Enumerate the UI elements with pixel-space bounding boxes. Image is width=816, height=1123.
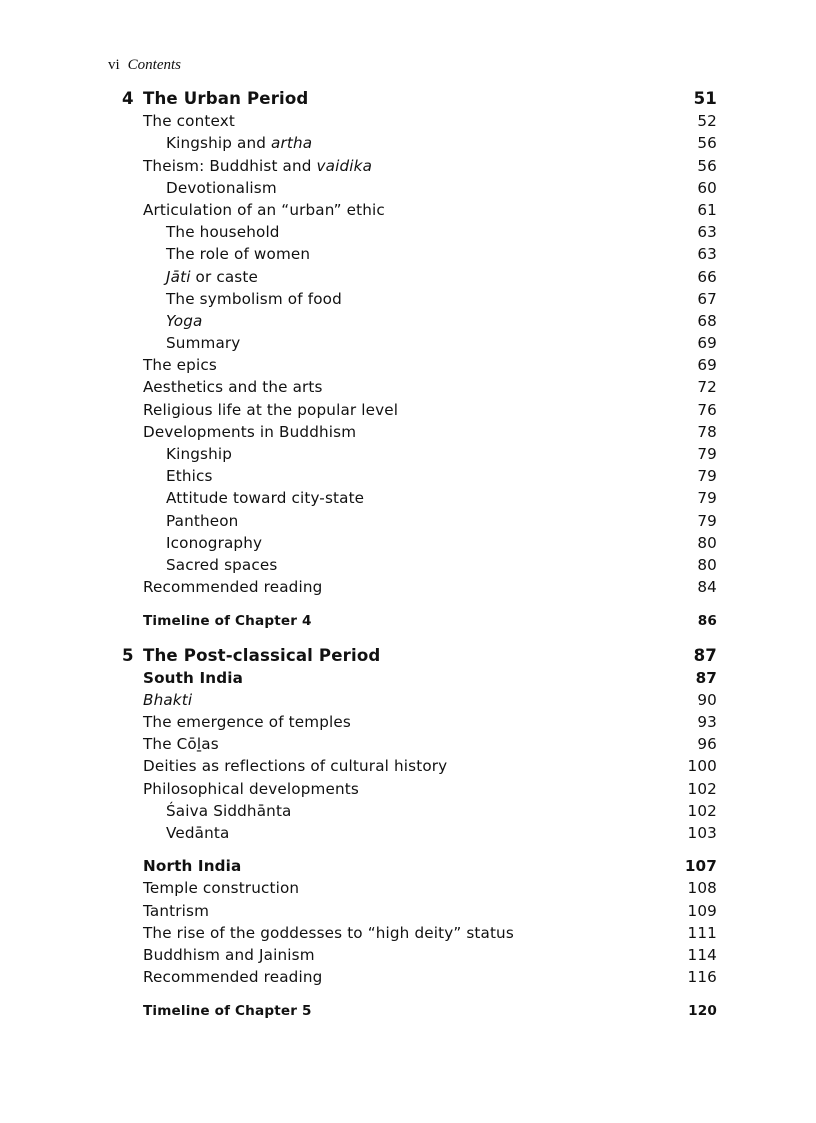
entry-label: Temple construction xyxy=(143,879,300,898)
entry-page: 96 xyxy=(697,735,717,754)
toc-entry[interactable] xyxy=(0,900,816,922)
chapter-page: 51 xyxy=(693,89,717,108)
chapter-number: 4 xyxy=(122,89,134,108)
running-head xyxy=(108,57,181,74)
entry-label: Pantheon xyxy=(166,511,239,530)
entry-page: 72 xyxy=(697,378,717,397)
toc-entry[interactable] xyxy=(0,877,816,899)
toc-entry[interactable] xyxy=(0,733,816,755)
chapter-5-heading[interactable] xyxy=(0,645,816,667)
entry-page: 111 xyxy=(687,923,717,942)
timeline-label: Timeline of Chapter 5 xyxy=(143,1003,312,1020)
page-number: vi xyxy=(108,57,120,73)
entry-page: 63 xyxy=(697,223,717,242)
toc-entry[interactable] xyxy=(0,778,816,800)
entry-label: Attitude toward city-state xyxy=(166,489,365,508)
entry-page: 79 xyxy=(697,489,717,508)
toc-entry[interactable] xyxy=(0,487,816,509)
entry-label: Sacred spaces xyxy=(166,555,278,574)
toc-entry[interactable] xyxy=(0,576,816,598)
timeline-chapter-4[interactable] xyxy=(0,610,816,632)
toc-entry[interactable] xyxy=(0,711,816,733)
entry-page: 79 xyxy=(697,511,717,530)
entry-label: The context xyxy=(143,112,235,131)
entry-page: 80 xyxy=(697,533,717,552)
entry-page: 61 xyxy=(697,200,717,219)
chapter-title: The Post-classical Period xyxy=(143,645,381,665)
toc-entry[interactable] xyxy=(0,376,816,398)
entry-label: The emergence of temples xyxy=(143,713,351,732)
section-page: 87 xyxy=(695,668,717,687)
toc-entry[interactable] xyxy=(0,243,816,265)
chapter-number: 5 xyxy=(122,645,134,665)
entry-page: 103 xyxy=(687,824,717,842)
timeline-page: 86 xyxy=(697,613,717,630)
entry-label: Kingship and artha xyxy=(166,134,313,153)
toc-entry[interactable] xyxy=(0,554,816,576)
entry-page: 67 xyxy=(697,289,717,308)
toc-entry[interactable] xyxy=(0,310,816,332)
entry-page: 102 xyxy=(687,779,717,798)
toc-entry[interactable] xyxy=(0,221,816,243)
entry-label: Tantrism xyxy=(143,901,210,920)
toc-entry[interactable] xyxy=(0,332,816,354)
entry-page: 79 xyxy=(697,445,717,463)
toc-entry[interactable] xyxy=(0,532,816,554)
entry-page: 69 xyxy=(697,356,717,375)
toc-entry[interactable] xyxy=(0,132,816,154)
toc-entry[interactable] xyxy=(0,443,816,465)
entry-page: 102 xyxy=(687,801,717,820)
entry-label: The epics xyxy=(143,356,217,375)
entry-page: 90 xyxy=(697,690,717,709)
entry-label: Kingship xyxy=(166,445,233,463)
entry-label: Developments in Buddhism xyxy=(143,422,357,441)
chapter-page: 87 xyxy=(693,645,717,665)
entry-label: Recommended reading xyxy=(143,968,323,987)
toc-entry[interactable] xyxy=(0,399,816,421)
entry-page: 93 xyxy=(697,713,717,732)
entry-page: 52 xyxy=(697,112,717,131)
toc-entry[interactable] xyxy=(0,822,816,844)
entry-label: The rise of the goddesses to “high deity” status xyxy=(143,923,514,942)
entry-page: 69 xyxy=(697,334,717,353)
entry-page: 68 xyxy=(697,311,717,330)
entry-label: Buddhism and Jainism xyxy=(143,945,315,964)
entry-page: 60 xyxy=(697,178,717,197)
chapter-4-heading[interactable] xyxy=(0,88,816,110)
section-label: North India xyxy=(143,857,242,876)
timeline-page: 120 xyxy=(688,1003,717,1020)
entry-label: Vedānta xyxy=(166,824,230,842)
entry-page: 76 xyxy=(697,400,717,419)
toc-entry[interactable] xyxy=(0,689,816,711)
toc-entry[interactable] xyxy=(0,288,816,310)
entry-page: 63 xyxy=(697,245,717,264)
toc-entry[interactable] xyxy=(0,944,816,966)
entry-label: Theism: Buddhist and vaidika xyxy=(143,156,373,175)
toc-entry[interactable] xyxy=(0,922,816,944)
section-south-india[interactable] xyxy=(0,667,816,689)
toc-entry[interactable] xyxy=(0,966,816,988)
entry-page: 56 xyxy=(697,156,717,175)
entry-page: 78 xyxy=(697,422,717,441)
entry-page: 116 xyxy=(687,968,717,987)
entry-page: 100 xyxy=(687,757,717,776)
section-north-india[interactable] xyxy=(0,855,816,877)
toc-entry[interactable] xyxy=(0,421,816,443)
entry-label: The symbolism of food xyxy=(166,289,342,308)
chapter-title: The Urban Period xyxy=(143,89,309,108)
section-page: 107 xyxy=(684,857,717,876)
entry-label: Jāti or caste xyxy=(166,267,258,286)
entry-label: Bhakti xyxy=(143,690,193,709)
entry-page: 108 xyxy=(687,879,717,898)
entry-page: 114 xyxy=(687,945,717,964)
toc-entry[interactable] xyxy=(0,465,816,487)
toc-entry[interactable] xyxy=(0,110,816,132)
running-head-title: Contents xyxy=(127,57,182,73)
toc-entry[interactable] xyxy=(0,755,816,777)
entry-label: Philosophical developments xyxy=(143,779,359,798)
entry-page: 66 xyxy=(697,267,717,286)
toc-entry[interactable] xyxy=(0,199,816,221)
timeline-chapter-5[interactable] xyxy=(0,1000,816,1022)
entry-page: 79 xyxy=(697,467,717,486)
entry-label: The role of women xyxy=(166,245,311,264)
entry-label: The Cōḻas xyxy=(143,735,219,754)
entry-page: 56 xyxy=(697,134,717,153)
entry-label: The household xyxy=(166,223,280,242)
entry-label: Deities as reflections of cultural history xyxy=(143,757,448,776)
entry-label: Summary xyxy=(166,334,241,353)
table-of-contents xyxy=(0,88,816,1023)
toc-entry[interactable] xyxy=(0,354,816,376)
toc-entry[interactable] xyxy=(0,510,816,532)
entry-page: 109 xyxy=(687,901,717,920)
toc-entry[interactable] xyxy=(0,266,816,288)
entry-label: Iconography xyxy=(166,533,263,552)
entry-page: 84 xyxy=(697,578,717,597)
entry-label: Yoga xyxy=(166,311,203,330)
timeline-label: Timeline of Chapter 4 xyxy=(143,613,312,630)
entry-label: Religious life at the popular level xyxy=(143,400,399,419)
toc-entry[interactable] xyxy=(0,800,816,822)
entry-page: 80 xyxy=(697,555,717,574)
toc-entry[interactable] xyxy=(0,177,816,199)
entry-label: Articulation of an “urban” ethic xyxy=(143,200,385,219)
entry-label: Aesthetics and the arts xyxy=(143,378,323,397)
entry-label: Śaiva Siddhānta xyxy=(166,801,292,820)
entry-label: Recommended reading xyxy=(143,578,323,597)
toc-entry[interactable] xyxy=(0,155,816,177)
section-label: South India xyxy=(143,668,243,687)
entry-label: Devotionalism xyxy=(166,178,277,197)
entry-label: Ethics xyxy=(166,467,213,486)
